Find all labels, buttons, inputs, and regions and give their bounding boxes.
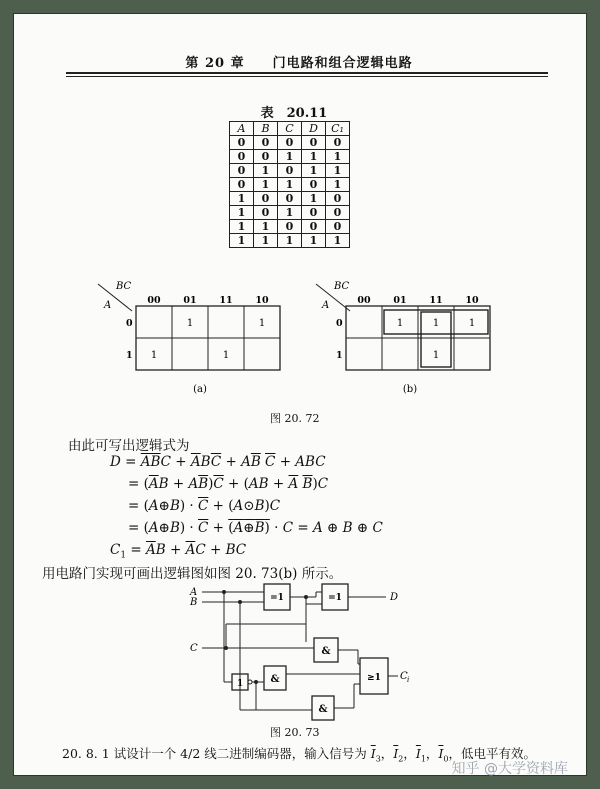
eq-var: A <box>233 520 244 536</box>
kmap-b-cell: 1 <box>432 350 440 361</box>
eq-var: $\overline{C}$ <box>198 520 209 536</box>
eq-oplus: ⊕ <box>158 520 170 536</box>
truth-table-cell: 1 <box>278 206 302 220</box>
eq-plus: + <box>209 542 222 558</box>
truth-table-cell: 0 <box>302 220 326 234</box>
eq-var: $\overline{B}$ <box>198 476 209 492</box>
kmap-a-col-header: 11 <box>219 295 233 306</box>
kmap-a-label: (a) <box>193 384 207 395</box>
eq-var: C <box>235 542 247 558</box>
eq-var: C <box>317 476 329 492</box>
and-gate-3-label: & <box>318 704 328 715</box>
not-bubble <box>248 680 252 684</box>
eq-var: $\overline{A}$ <box>140 454 151 470</box>
eq-var: B <box>254 498 265 514</box>
truth-table-cell: 1 <box>254 220 278 234</box>
signal-sep: ， <box>380 746 394 761</box>
table-caption: 表 20.11 <box>260 106 328 121</box>
truth-table-cell: 0 <box>230 150 254 164</box>
truth-table-cell: 1 <box>278 234 302 248</box>
eq-var-c1-sub: 1 <box>120 550 127 561</box>
eq-var: $\overline{C}$ <box>265 454 276 470</box>
signal-i1-sub: 1 <box>420 754 426 764</box>
eq-oplus: ⊕ <box>356 520 369 536</box>
kmap-a-row-header: 1 <box>126 350 133 361</box>
eq-var: B <box>169 520 180 536</box>
truth-table-cell: 1 <box>230 234 254 248</box>
gate-implementation-text: 用电路门实现可画出逻辑图如图 20. 73(b) 所示。 <box>42 566 343 582</box>
truth-table-cell: 0 <box>278 136 302 150</box>
eq-var: A <box>148 520 159 536</box>
kmap-b-col-header: 11 <box>429 295 443 306</box>
truth-table-cell: 0 <box>254 150 278 164</box>
kmap-b-label: (b) <box>402 384 418 395</box>
document-page <box>14 14 586 775</box>
truth-table-header: D <box>302 122 326 136</box>
signal-i3-sub: 3 <box>375 754 381 764</box>
eq-odot: ⊙ <box>243 498 255 514</box>
eq-var: C <box>282 520 294 536</box>
problem-text-after: ，低电平有效。 <box>448 746 536 761</box>
and-gate-2 <box>264 666 286 690</box>
truth-table-cell: 0 <box>254 192 278 206</box>
eq-var: C <box>315 454 326 470</box>
circuit-output-d: D <box>390 592 399 603</box>
eq-var: B <box>305 454 316 470</box>
eq-equals: = <box>128 520 140 536</box>
eq-plus: + <box>169 542 182 558</box>
eq-var: A <box>248 476 259 492</box>
junction-dot <box>254 680 258 684</box>
and-gate-2-label: & <box>270 674 280 685</box>
truth-table-cell: 1 <box>326 234 350 248</box>
truth-table-cell: 1 <box>302 192 326 206</box>
signal-i3: $\overline{I}$ <box>370 746 376 761</box>
junction-dot <box>222 590 226 594</box>
circuit-input-a: A <box>190 587 198 598</box>
kmap-a <box>98 281 280 395</box>
eq-oplus: ⊕ <box>327 520 339 536</box>
eq-var: $\overline{B}$ <box>150 454 161 470</box>
eq-var: $\overline{B}$ <box>250 454 261 470</box>
kmap-b-col-header: 00 <box>357 295 371 306</box>
eq-var-d: D <box>110 454 121 470</box>
truth-table-cell: 0 <box>302 136 326 150</box>
eq-var: $\overline{A}$ <box>185 542 196 558</box>
xor-gate-1-label: =1 <box>270 593 284 603</box>
and-gate-1-label: & <box>321 646 331 657</box>
eq-var-c1: C <box>110 542 121 558</box>
eq-equals: = <box>128 476 140 492</box>
truth-table-cell: 0 <box>278 220 302 234</box>
and-gate-1 <box>314 638 338 662</box>
kmap-b-col-header: 10 <box>465 295 479 306</box>
eq-var: $\overline{A}$ <box>190 454 201 470</box>
eq-plus: + <box>228 476 240 492</box>
circuit-input-c: C <box>190 643 198 654</box>
eq-equals: = <box>130 542 142 558</box>
eq-equals: = <box>297 520 309 536</box>
kmap-a-cell: 1 <box>258 318 266 329</box>
problem-number: 20. 8. 1 <box>62 746 110 761</box>
kmap-b <box>316 281 490 395</box>
xor-gate-2-label: =1 <box>328 593 342 603</box>
eq-oplus: ⊕ <box>243 520 255 536</box>
truth-table-header: B <box>254 122 278 136</box>
not-gate-label: 1 <box>236 679 244 689</box>
problem-text-before: 试设计一个 4/2 线二进制编码器，输入信号为 <box>113 746 371 761</box>
page-header: 第 20 章 门电路和组合逻辑电路 <box>185 56 413 71</box>
truth-table-cell: 0 <box>278 164 302 178</box>
eq-var: $\overline{C}$ <box>213 476 224 492</box>
truth-table-cell: 1 <box>302 164 326 178</box>
eq-var: C <box>269 498 281 514</box>
eq-var: $\overline{C}$ <box>210 454 222 470</box>
kmap-a-col-header: 10 <box>255 295 269 306</box>
signal-sep: ， <box>425 746 439 761</box>
kmap-b-row-header: 1 <box>336 350 343 361</box>
eq-dot: · <box>189 498 194 514</box>
truth-table-cell: 1 <box>326 164 350 178</box>
eq-plus: + <box>175 454 187 470</box>
truth-table-cell: 1 <box>326 178 350 192</box>
signal-i0: $\overline{I}$ <box>438 746 444 761</box>
eq-var: C <box>195 542 206 558</box>
eq-dot: · <box>189 520 194 536</box>
equation-line-4: = (A⊕B) · $\overline{C}$ + (A⊕B) · C = A ⊕ B ⊕ C <box>128 520 383 536</box>
truth-table-cell: 0 <box>278 192 302 206</box>
junction-dot <box>238 600 242 604</box>
eq-var: A <box>241 454 251 470</box>
eq-plus: + <box>279 454 291 470</box>
truth-table-cell: 1 <box>302 234 326 248</box>
eq-equals: = <box>128 498 140 514</box>
xor-gate-2 <box>322 584 348 610</box>
signal-i1: $\overline{I}$ <box>415 746 421 761</box>
eq-var: A <box>188 476 199 492</box>
eq-var: A <box>233 498 244 514</box>
eq-var: $\overline{A}$ <box>145 542 156 558</box>
eq-plus: + <box>212 520 224 536</box>
truth-table-header: A <box>230 122 254 136</box>
kmap-b-col-header: 01 <box>393 295 407 306</box>
truth-table-cell: 0 <box>326 206 350 220</box>
junction-dot <box>224 646 228 650</box>
junction-dot <box>304 595 308 599</box>
truth-table-cell: 0 <box>326 192 350 206</box>
truth-table-cell: 1 <box>230 192 254 206</box>
equation-line-5 <box>110 542 246 561</box>
truth-table-cell: 1 <box>254 178 278 192</box>
and-gate-3 <box>312 696 334 720</box>
signal-i0-sub: 0 <box>443 754 449 764</box>
eq-dot: · <box>274 520 279 536</box>
eq-oplus: ⊕ <box>158 498 170 514</box>
kmap-a-cell: 1 <box>186 318 194 329</box>
eq-plus: + <box>225 454 237 470</box>
circuit-output-ci: C <box>400 671 408 682</box>
kmap-a-row-header: 0 <box>126 318 133 329</box>
eq-var: B <box>200 454 211 470</box>
truth-table-cell: 1 <box>230 220 254 234</box>
truth-table-cell: 1 <box>278 150 302 164</box>
truth-table-cell: 0 <box>254 136 278 150</box>
kmap-a-cell: 1 <box>150 350 158 361</box>
eq-plus: + <box>172 476 185 492</box>
eq-var: B <box>258 476 269 492</box>
equation-line-1 <box>110 454 326 470</box>
signal-sep: ， <box>403 746 416 761</box>
eq-var: B <box>155 542 166 558</box>
kmap-b-cell: 1 <box>468 318 476 329</box>
kmap-a-cell: 1 <box>222 350 230 361</box>
eq-var: $\overline{A}$ <box>148 476 159 492</box>
truth-table-cell: 0 <box>230 136 254 150</box>
kmap-a-corner-top: BC <box>116 281 132 292</box>
eq-var: A <box>295 454 306 470</box>
truth-table-cell: 0 <box>230 164 254 178</box>
eq-var: $\overline{C}$ <box>198 498 209 514</box>
truth-table-cell: 0 <box>326 136 350 150</box>
eq-equals: = <box>125 454 137 470</box>
truth-table-header: C₁ <box>326 122 350 136</box>
eq-var: B <box>169 498 180 514</box>
kmap-a-corner-left: A <box>104 300 112 311</box>
truth-table-cell: 0 <box>230 178 254 192</box>
karnaugh-maps-figure <box>14 14 586 434</box>
eq-var: A <box>312 520 323 536</box>
equation-line-3: = (A⊕B) · $\overline{C}$ + (A⊙B)C <box>128 498 281 514</box>
eq-var: $\overline{A}$ <box>288 476 299 492</box>
truth-table-cell: 1 <box>230 206 254 220</box>
signal-i2-sub: 2 <box>398 754 404 764</box>
kmap-a-col-header: 00 <box>147 295 161 306</box>
truth-table-cell: 1 <box>278 178 302 192</box>
truth-table-cell: 0 <box>254 206 278 220</box>
truth-table-cell: 0 <box>302 178 326 192</box>
truth-table-cell: 0 <box>302 206 326 220</box>
figure-caption-20-72: 图 20. 72 <box>270 412 320 425</box>
eq-var: C <box>372 520 383 536</box>
kmap-a-col-header: 01 <box>183 295 197 306</box>
eq-var: B <box>342 520 353 536</box>
kmap-b-row-header: 0 <box>336 318 343 329</box>
kmap-b-cell: 1 <box>432 318 440 329</box>
truth-table-cell: 1 <box>254 164 278 178</box>
eq-var: B <box>158 476 169 492</box>
signal-i2: $\overline{I}$ <box>393 746 399 761</box>
figure-caption-20-73: 图 20. 73 <box>270 726 320 739</box>
eq-plus: + <box>212 498 224 514</box>
circuit-output-ci-sub: i <box>407 676 410 684</box>
derivation-intro: 由此可写出逻辑式为 <box>68 438 190 454</box>
truth-table-cell: 1 <box>254 234 278 248</box>
xor-gate-1 <box>264 584 290 610</box>
kmap-b-cell: 1 <box>396 318 404 329</box>
or-gate-label: ≥1 <box>367 673 381 683</box>
eq-var: A <box>148 498 159 514</box>
circuit-input-b: B <box>190 597 198 608</box>
kmap-b-corner-top: BC <box>334 281 350 292</box>
eq-var: $\overline{B}$ <box>302 476 313 492</box>
truth-table-header: C <box>278 122 302 136</box>
eq-var: B <box>225 542 236 558</box>
truth-table-cell: 1 <box>302 150 326 164</box>
or-gate <box>360 658 388 694</box>
kmap-b-corner-left: A <box>322 300 330 311</box>
eq-var: C <box>160 454 171 470</box>
not-gate <box>232 674 248 690</box>
truth-table-cell: 0 <box>326 220 350 234</box>
eq-plus: + <box>272 476 285 492</box>
equation-line-2: = $(\overline{A}B + A\overline{B})\overline{C} + (AB + \overline{A}$ $\overline{B})C$ <box>128 476 329 492</box>
truth-table-cell: 1 <box>326 150 350 164</box>
eq-var: B <box>254 520 265 536</box>
watermark: 知乎 @大学资料库 <box>451 761 568 777</box>
